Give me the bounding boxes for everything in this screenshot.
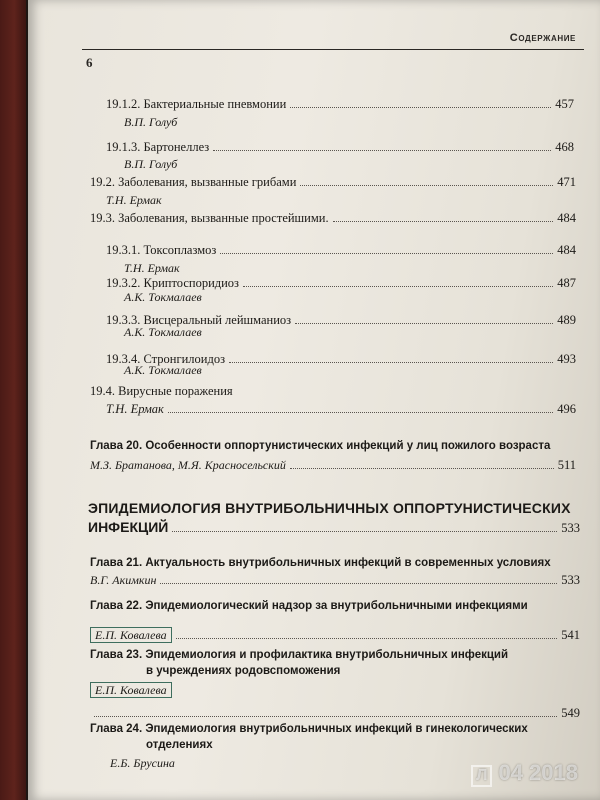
section-page: 533 (561, 521, 580, 535)
toc-entry-label: 19.4. Вирусные поражения (90, 384, 233, 398)
chapter-23-page: 549 (561, 706, 580, 720)
section-title-line2: ИНФЕКЦИЙ (88, 519, 169, 535)
section-title-entry (88, 520, 580, 535)
toc-entry-page: 496 (557, 402, 576, 416)
chapter-23-entry (90, 706, 580, 720)
toc-entry-page: 489 (557, 313, 576, 327)
toc-entry-author: В.П. Голуб (124, 115, 178, 129)
leader-dots (243, 286, 553, 287)
toc-entry (90, 402, 576, 416)
toc-entry-label: 19.1.3. Бартонеллез (106, 140, 210, 154)
toc-entry-page: 468 (555, 140, 574, 154)
chapter-20-entry (90, 458, 576, 472)
chapter-23-title-line2: в учреждениях родовспоможения (146, 665, 341, 677)
leader-dots (160, 583, 557, 584)
book-spine (0, 0, 26, 800)
chapter-22-author: Е.П. Ковалева (90, 627, 172, 643)
chapter-24-author: Е.Б. Брусина (110, 756, 175, 770)
toc-entry (106, 140, 574, 154)
toc-entry-label: 19.3.3. Висцеральный лейшманиоз (106, 313, 292, 327)
toc-entry-label: 19.2. Заболевания, вызванные грибами (90, 175, 297, 189)
chapter-21-entry (90, 573, 580, 587)
leader-dots (176, 638, 558, 639)
chapter-21-page: 533 (561, 573, 580, 587)
chapter-20-title: Глава 20. Особенности оппортунистических инфекций у лиц пожилого возраста (90, 440, 551, 452)
toc-entry-author: А.К. Токмалаев (124, 290, 202, 304)
chapter-21-author: В.Г. Акимкин (90, 573, 157, 587)
toc-entry (106, 97, 574, 111)
toc-entry-page: 487 (557, 276, 576, 290)
watermark-logo-icon: Л (471, 765, 492, 787)
leader-dots (213, 150, 551, 151)
page-number: 6 (86, 55, 93, 70)
toc-entry-page: 457 (555, 97, 574, 111)
chapter-23-title-line1: Глава 23. Эпидемиология и профилактика внутрибольничных инфекций (90, 649, 509, 661)
watermark-date: 04 2018 (498, 760, 578, 785)
chapter-22-entry (90, 627, 580, 643)
chapter-20-author: М.З. Братанова, М.Я. Красносельский (90, 458, 286, 472)
toc-entry-author: Т.Н. Ермак (124, 261, 180, 275)
toc-entry-label: 19.3.4. Стронгилоидоз (106, 352, 226, 366)
chapter-23-author (90, 683, 172, 698)
chapter-23-author-text: Е.П. Ковалева (90, 682, 172, 698)
toc-entry-page: 484 (557, 211, 576, 225)
toc-entry-author: А.К. Токмалаев (124, 363, 202, 377)
table-of-contents (28, 0, 600, 800)
toc-entry-label: 19.3.2. Криптоспоридиоз (106, 276, 239, 290)
leader-dots (290, 107, 551, 108)
toc-entry (106, 276, 576, 290)
leader-dots (295, 323, 553, 324)
leader-dots (300, 185, 553, 186)
toc-entry (90, 175, 576, 189)
toc-entry-author: В.П. Голуб (124, 157, 178, 171)
leader-dots (220, 253, 553, 254)
book-page (28, 0, 600, 800)
chapter-24-title-line1: Глава 24. Эпидемиология внутрибольничных инфекций в гинекологических (90, 723, 528, 735)
toc-entry-page: 493 (557, 352, 576, 366)
toc-entry-author: Т.Н. Ермак (106, 193, 162, 207)
leader-dots (94, 716, 557, 717)
leader-dots (229, 362, 553, 363)
chapter-24-title-line2: отделениях (146, 739, 213, 751)
running-header-title: Содержание (509, 32, 576, 44)
toc-entry-page: 471 (557, 175, 576, 189)
toc-entry-label: 19.3. Заболевания, вызванные простейшими. (90, 211, 329, 225)
toc-entry (90, 211, 576, 225)
chapter-22-page: 541 (561, 628, 580, 642)
toc-entry-label: 19.1.2. Бактериальные пневмонии (106, 97, 287, 111)
toc-entry-page: 484 (557, 243, 576, 257)
chapter-20-page: 511 (557, 458, 576, 472)
leader-dots (290, 468, 554, 469)
section-title-line1: ЭПИДЕМИОЛОГИЯ ВНУТРИБОЛЬНИЧНЫХ ОППОРТУНИСТИЧЕСКИХ (88, 500, 571, 516)
toc-entry-author: А.К. Токмалаев (124, 325, 202, 339)
watermark (471, 760, 578, 787)
toc-entry (106, 243, 576, 257)
leader-dots (333, 221, 554, 222)
leader-dots (168, 412, 553, 413)
toc-entry-author: Т.Н. Ермак (106, 402, 164, 416)
toc-entry-label: 19.3.1. Токсоплазмоз (106, 243, 217, 257)
chapter-21-title: Глава 21. Актуальность внутрибольничных инфекций в современных условиях (90, 557, 551, 569)
chapter-22-title: Глава 22. Эпидемиологический надзор за внутрибольничными инфекциями (90, 600, 528, 612)
leader-dots (172, 531, 557, 532)
